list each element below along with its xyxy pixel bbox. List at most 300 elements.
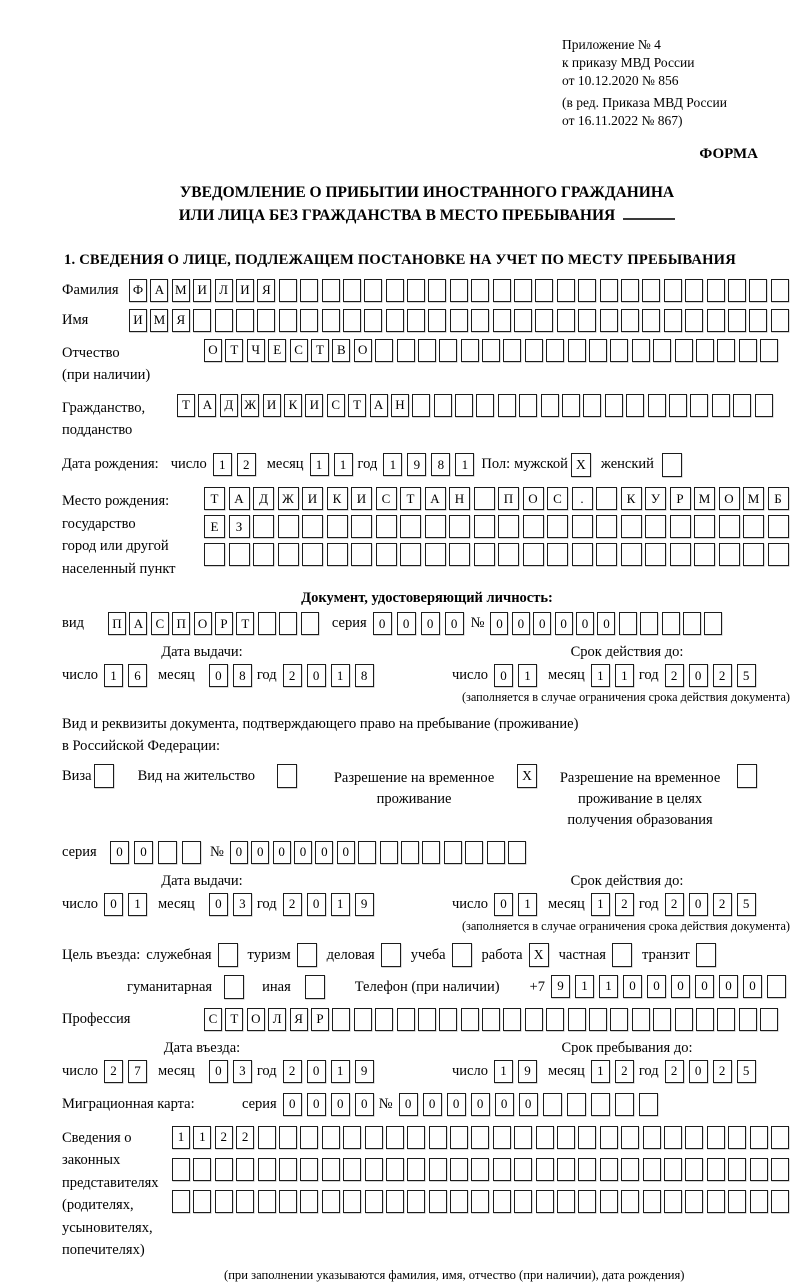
char-box[interactable] — [302, 515, 323, 538]
char-box[interactable] — [514, 1158, 532, 1181]
char-box[interactable]: О — [204, 339, 222, 362]
char-box[interactable]: 3 — [233, 893, 252, 916]
char-box[interactable] — [386, 1126, 404, 1149]
char-box[interactable]: 1 — [591, 1060, 610, 1083]
char-box[interactable] — [642, 279, 660, 302]
char-box[interactable] — [503, 339, 521, 362]
char-box[interactable] — [407, 1190, 425, 1213]
char-box[interactable]: 0 — [209, 664, 228, 687]
char-box[interactable] — [471, 1190, 489, 1213]
char-box[interactable] — [279, 1190, 297, 1213]
char-box[interactable]: С — [204, 1008, 222, 1031]
char-box[interactable]: А — [198, 394, 216, 417]
char-box[interactable] — [755, 394, 773, 417]
char-box[interactable]: 0 — [134, 841, 153, 864]
char-box[interactable]: 0 — [597, 612, 615, 635]
char-box[interactable] — [215, 1190, 233, 1213]
char-box[interactable] — [670, 515, 691, 538]
char-box[interactable] — [596, 543, 617, 566]
char-box[interactable]: 0 — [494, 664, 513, 687]
char-box[interactable]: 0 — [623, 975, 642, 998]
char-box[interactable]: 0 — [495, 1093, 514, 1116]
char-box[interactable] — [407, 1158, 425, 1181]
char-box[interactable] — [717, 339, 735, 362]
char-box[interactable] — [771, 1158, 789, 1181]
char-box[interactable]: Я — [290, 1008, 308, 1031]
char-box[interactable]: Т — [236, 612, 254, 635]
char-box[interactable] — [471, 1158, 489, 1181]
char-box[interactable] — [279, 1158, 297, 1181]
char-box[interactable]: Л — [268, 1008, 286, 1031]
char-box[interactable]: 2 — [615, 1060, 634, 1083]
char-box[interactable]: 9 — [407, 453, 426, 476]
char-box[interactable] — [712, 394, 730, 417]
char-box[interactable] — [733, 394, 751, 417]
char-box[interactable] — [523, 515, 544, 538]
char-box[interactable] — [639, 1093, 658, 1116]
char-box[interactable]: 6 — [128, 664, 147, 687]
char-box[interactable]: Я — [172, 309, 190, 332]
char-box[interactable] — [474, 487, 495, 510]
char-box[interactable] — [610, 339, 628, 362]
char-box[interactable]: Е — [204, 515, 225, 538]
char-box[interactable] — [493, 309, 511, 332]
char-box[interactable]: 5 — [737, 1060, 756, 1083]
char-box[interactable]: И — [305, 394, 323, 417]
char-box[interactable] — [589, 1008, 607, 1031]
char-box[interactable] — [719, 515, 740, 538]
char-box[interactable]: Д — [253, 487, 274, 510]
char-box[interactable] — [425, 515, 446, 538]
char-box[interactable]: 1 — [128, 893, 147, 916]
char-box[interactable] — [568, 1008, 586, 1031]
char-box[interactable] — [386, 1158, 404, 1181]
char-box[interactable] — [578, 1190, 596, 1213]
char-box[interactable] — [547, 543, 568, 566]
char-box[interactable] — [694, 515, 715, 538]
char-box[interactable] — [327, 543, 348, 566]
char-box[interactable] — [771, 1190, 789, 1213]
char-box[interactable] — [525, 1008, 543, 1031]
char-box[interactable] — [621, 309, 639, 332]
char-box[interactable]: 1 — [310, 453, 329, 476]
char-box[interactable] — [476, 394, 494, 417]
char-box[interactable] — [675, 1008, 693, 1031]
char-box[interactable]: И — [129, 309, 147, 332]
char-box[interactable]: З — [229, 515, 250, 538]
char-box[interactable] — [215, 1158, 233, 1181]
char-box[interactable]: 1 — [575, 975, 594, 998]
char-box[interactable]: 2 — [104, 1060, 123, 1083]
char-box[interactable] — [605, 394, 623, 417]
char-box[interactable]: 0 — [671, 975, 690, 998]
char-box[interactable]: А — [370, 394, 388, 417]
char-box[interactable]: 0 — [209, 893, 228, 916]
char-box[interactable]: 9 — [518, 1060, 537, 1083]
char-box[interactable] — [750, 1158, 768, 1181]
char-box[interactable]: 0 — [104, 893, 123, 916]
char-box[interactable] — [760, 1008, 778, 1031]
char-box[interactable] — [343, 309, 361, 332]
char-box[interactable] — [572, 515, 593, 538]
char-box[interactable]: 0 — [331, 1093, 350, 1116]
char-box[interactable] — [536, 1126, 554, 1149]
char-box[interactable]: 0 — [373, 612, 392, 635]
char-box[interactable]: Ф — [129, 279, 147, 302]
char-box[interactable] — [653, 339, 671, 362]
char-box[interactable] — [386, 309, 404, 332]
char-box[interactable] — [750, 1190, 768, 1213]
char-box[interactable] — [557, 309, 575, 332]
char-box[interactable]: 0 — [273, 841, 291, 864]
char-box[interactable] — [696, 339, 714, 362]
char-box[interactable] — [332, 1008, 350, 1031]
char-box[interactable]: А — [150, 279, 168, 302]
char-box[interactable]: О — [523, 487, 544, 510]
char-box[interactable] — [425, 543, 446, 566]
char-box[interactable] — [519, 394, 537, 417]
char-box[interactable] — [449, 515, 470, 538]
char-box[interactable] — [572, 543, 593, 566]
char-box[interactable] — [487, 841, 505, 864]
char-box[interactable] — [535, 279, 553, 302]
char-box[interactable] — [669, 394, 687, 417]
char-box[interactable] — [343, 1158, 361, 1181]
char-box[interactable] — [547, 515, 568, 538]
char-box[interactable] — [418, 339, 436, 362]
char-box[interactable]: 5 — [737, 664, 756, 687]
char-box[interactable] — [257, 309, 275, 332]
char-box[interactable]: Ж — [278, 487, 299, 510]
char-box[interactable] — [514, 279, 532, 302]
char-box[interactable]: 9 — [355, 893, 374, 916]
char-box[interactable] — [429, 1158, 447, 1181]
char-box[interactable] — [578, 279, 596, 302]
char-box[interactable]: 8 — [355, 664, 374, 687]
char-box[interactable] — [158, 841, 177, 864]
char-box[interactable] — [771, 309, 789, 332]
char-box[interactable]: 0 — [399, 1093, 418, 1116]
char-box[interactable] — [407, 1126, 425, 1149]
char-box[interactable] — [696, 1008, 714, 1031]
char-box[interactable]: 0 — [719, 975, 738, 998]
char-box[interactable] — [401, 841, 419, 864]
char-box[interactable] — [229, 543, 250, 566]
char-box[interactable]: Р — [311, 1008, 329, 1031]
char-box[interactable] — [279, 1126, 297, 1149]
char-box[interactable]: Н — [449, 487, 470, 510]
char-box[interactable] — [557, 1158, 575, 1181]
char-box[interactable] — [707, 279, 725, 302]
char-box[interactable] — [645, 543, 666, 566]
char-box[interactable]: Т — [204, 487, 225, 510]
char-box[interactable] — [600, 309, 618, 332]
char-box[interactable] — [685, 1158, 703, 1181]
char-box[interactable]: 0 — [689, 893, 708, 916]
char-box[interactable] — [455, 394, 473, 417]
char-box[interactable] — [364, 309, 382, 332]
char-box[interactable]: 8 — [233, 664, 252, 687]
char-box[interactable] — [302, 543, 323, 566]
char-box[interactable] — [258, 1158, 276, 1181]
char-box[interactable] — [600, 1126, 618, 1149]
char-box[interactable] — [685, 279, 703, 302]
char-box[interactable] — [707, 1126, 725, 1149]
char-box[interactable] — [498, 543, 519, 566]
char-box[interactable]: 0 — [355, 1093, 374, 1116]
char-box[interactable] — [236, 1158, 254, 1181]
char-box[interactable] — [743, 543, 764, 566]
char-box[interactable]: Р — [670, 487, 691, 510]
char-box[interactable] — [354, 1008, 372, 1031]
char-box[interactable]: 0 — [689, 1060, 708, 1083]
char-box[interactable] — [493, 1158, 511, 1181]
char-box[interactable]: 9 — [551, 975, 570, 998]
char-box[interactable] — [278, 543, 299, 566]
gender-male-checkbox[interactable]: X — [571, 453, 591, 477]
char-box[interactable]: 0 — [251, 841, 269, 864]
char-box[interactable]: О — [194, 612, 212, 635]
char-box[interactable]: 0 — [230, 841, 248, 864]
char-box[interactable] — [632, 339, 650, 362]
char-box[interactable] — [375, 1008, 393, 1031]
char-box[interactable]: 2 — [665, 893, 684, 916]
char-box[interactable] — [193, 1158, 211, 1181]
char-box[interactable] — [428, 279, 446, 302]
char-box[interactable]: 0 — [447, 1093, 466, 1116]
char-box[interactable]: М — [172, 279, 190, 302]
char-box[interactable] — [279, 309, 297, 332]
char-box[interactable]: Ч — [247, 339, 265, 362]
char-box[interactable]: А — [229, 487, 250, 510]
char-box[interactable] — [450, 309, 468, 332]
char-box[interactable] — [728, 1126, 746, 1149]
char-box[interactable]: 2 — [665, 664, 684, 687]
char-box[interactable] — [236, 1190, 254, 1213]
char-box[interactable]: 0 — [110, 841, 129, 864]
char-box[interactable]: 2 — [237, 453, 256, 476]
char-box[interactable]: 1 — [383, 453, 402, 476]
char-box[interactable]: 1 — [599, 975, 618, 998]
char-box[interactable] — [407, 279, 425, 302]
char-box[interactable]: Т — [348, 394, 366, 417]
purpose-other-checkbox[interactable] — [305, 975, 325, 999]
char-box[interactable] — [397, 339, 415, 362]
purpose-study-checkbox[interactable] — [452, 943, 472, 967]
char-box[interactable] — [503, 1008, 521, 1031]
char-box[interactable] — [739, 1008, 757, 1031]
char-box[interactable] — [615, 1093, 634, 1116]
char-box[interactable] — [258, 1190, 276, 1213]
char-box[interactable] — [279, 279, 297, 302]
visa-checkbox[interactable] — [94, 764, 114, 788]
char-box[interactable] — [685, 1190, 703, 1213]
char-box[interactable] — [343, 1126, 361, 1149]
char-box[interactable]: 0 — [397, 612, 416, 635]
char-box[interactable] — [670, 543, 691, 566]
char-box[interactable] — [450, 1126, 468, 1149]
char-box[interactable]: 0 — [209, 1060, 228, 1083]
char-box[interactable] — [643, 1126, 661, 1149]
char-box[interactable] — [690, 394, 708, 417]
char-box[interactable]: 2 — [283, 1060, 302, 1083]
char-box[interactable] — [253, 515, 274, 538]
char-box[interactable] — [429, 1190, 447, 1213]
char-box[interactable] — [694, 543, 715, 566]
char-box[interactable]: Ж — [241, 394, 259, 417]
char-box[interactable] — [643, 1190, 661, 1213]
purpose-work-checkbox[interactable]: X — [529, 943, 549, 967]
char-box[interactable] — [514, 309, 532, 332]
char-box[interactable]: 2 — [283, 893, 302, 916]
char-box[interactable] — [397, 1008, 415, 1031]
char-box[interactable] — [474, 543, 495, 566]
char-box[interactable] — [562, 394, 580, 417]
char-box[interactable] — [375, 339, 393, 362]
char-box[interactable] — [471, 1126, 489, 1149]
char-box[interactable]: В — [332, 339, 350, 362]
char-box[interactable] — [600, 279, 618, 302]
char-box[interactable]: А — [425, 487, 446, 510]
char-box[interactable] — [621, 279, 639, 302]
char-box[interactable] — [728, 1158, 746, 1181]
char-box[interactable] — [653, 1008, 671, 1031]
char-box[interactable] — [664, 1190, 682, 1213]
char-box[interactable] — [204, 543, 225, 566]
char-box[interactable] — [578, 309, 596, 332]
char-box[interactable]: К — [284, 394, 302, 417]
char-box[interactable]: 0 — [647, 975, 666, 998]
char-box[interactable]: С — [376, 487, 397, 510]
char-box[interactable]: 1 — [615, 664, 634, 687]
char-box[interactable]: С — [290, 339, 308, 362]
char-box[interactable] — [351, 543, 372, 566]
char-box[interactable]: Я — [257, 279, 275, 302]
rvp-checkbox[interactable]: X — [517, 764, 537, 788]
char-box[interactable]: 0 — [512, 612, 530, 635]
char-box[interactable]: 9 — [355, 1060, 374, 1083]
char-box[interactable]: Р — [215, 612, 233, 635]
char-box[interactable]: С — [151, 612, 169, 635]
char-box[interactable] — [568, 339, 586, 362]
char-box[interactable] — [322, 1190, 340, 1213]
char-box[interactable]: М — [150, 309, 168, 332]
char-box[interactable] — [626, 394, 644, 417]
char-box[interactable] — [760, 339, 778, 362]
char-box[interactable] — [300, 1190, 318, 1213]
char-box[interactable] — [621, 1190, 639, 1213]
char-box[interactable] — [376, 543, 397, 566]
char-box[interactable]: 1 — [331, 893, 350, 916]
char-box[interactable]: 1 — [518, 664, 537, 687]
char-box[interactable] — [300, 1158, 318, 1181]
purpose-humanitarian-checkbox[interactable] — [224, 975, 244, 999]
char-box[interactable]: Е — [268, 339, 286, 362]
char-box[interactable] — [648, 394, 666, 417]
char-box[interactable] — [523, 543, 544, 566]
char-box[interactable] — [728, 309, 746, 332]
char-box[interactable] — [557, 1126, 575, 1149]
char-box[interactable] — [461, 1008, 479, 1031]
char-box[interactable] — [449, 543, 470, 566]
char-box[interactable]: П — [498, 487, 519, 510]
char-box[interactable] — [482, 1008, 500, 1031]
char-box[interactable] — [300, 1126, 318, 1149]
char-box[interactable]: 2 — [283, 664, 302, 687]
char-box[interactable]: 1 — [455, 453, 474, 476]
char-box[interactable] — [493, 1190, 511, 1213]
char-box[interactable]: 0 — [494, 893, 513, 916]
char-box[interactable] — [768, 543, 789, 566]
char-box[interactable]: 2 — [236, 1126, 254, 1149]
char-box[interactable] — [365, 1190, 383, 1213]
char-box[interactable]: К — [621, 487, 642, 510]
char-box[interactable] — [278, 515, 299, 538]
char-box[interactable]: 2 — [215, 1126, 233, 1149]
char-box[interactable] — [536, 1158, 554, 1181]
char-box[interactable]: 0 — [695, 975, 714, 998]
char-box[interactable]: И — [351, 487, 372, 510]
char-box[interactable] — [498, 515, 519, 538]
char-box[interactable] — [643, 1158, 661, 1181]
char-box[interactable]: 1 — [331, 664, 350, 687]
char-box[interactable] — [182, 841, 201, 864]
char-box[interactable]: И — [263, 394, 281, 417]
char-box[interactable] — [322, 1126, 340, 1149]
char-box[interactable] — [358, 841, 376, 864]
char-box[interactable]: 0 — [576, 612, 594, 635]
char-box[interactable]: 1 — [104, 664, 123, 687]
char-box[interactable] — [743, 515, 764, 538]
char-box[interactable] — [707, 309, 725, 332]
char-box[interactable] — [645, 515, 666, 538]
char-box[interactable] — [450, 1158, 468, 1181]
char-box[interactable] — [471, 279, 489, 302]
char-box[interactable]: 0 — [555, 612, 573, 635]
char-box[interactable]: Л — [215, 279, 233, 302]
char-box[interactable]: . — [572, 487, 593, 510]
char-box[interactable]: 1 — [331, 1060, 350, 1083]
char-box[interactable]: 2 — [713, 664, 732, 687]
char-box[interactable] — [376, 515, 397, 538]
char-box[interactable]: 5 — [737, 893, 756, 916]
char-box[interactable] — [664, 1158, 682, 1181]
char-box[interactable] — [767, 975, 786, 998]
char-box[interactable] — [412, 394, 430, 417]
char-box[interactable] — [525, 339, 543, 362]
char-box[interactable]: М — [694, 487, 715, 510]
char-box[interactable] — [546, 339, 564, 362]
char-box[interactable] — [422, 841, 440, 864]
char-box[interactable] — [557, 279, 575, 302]
char-box[interactable] — [557, 1190, 575, 1213]
char-box[interactable]: К — [327, 487, 348, 510]
char-box[interactable] — [465, 841, 483, 864]
char-box[interactable] — [675, 339, 693, 362]
char-box[interactable]: О — [247, 1008, 265, 1031]
char-box[interactable] — [664, 309, 682, 332]
char-box[interactable] — [768, 515, 789, 538]
char-box[interactable] — [386, 279, 404, 302]
char-box[interactable] — [215, 309, 233, 332]
char-box[interactable]: О — [719, 487, 740, 510]
char-box[interactable] — [482, 339, 500, 362]
char-box[interactable] — [343, 1190, 361, 1213]
char-box[interactable]: Т — [177, 394, 195, 417]
char-box[interactable] — [301, 612, 319, 635]
char-box[interactable]: Д — [220, 394, 238, 417]
char-box[interactable] — [578, 1158, 596, 1181]
